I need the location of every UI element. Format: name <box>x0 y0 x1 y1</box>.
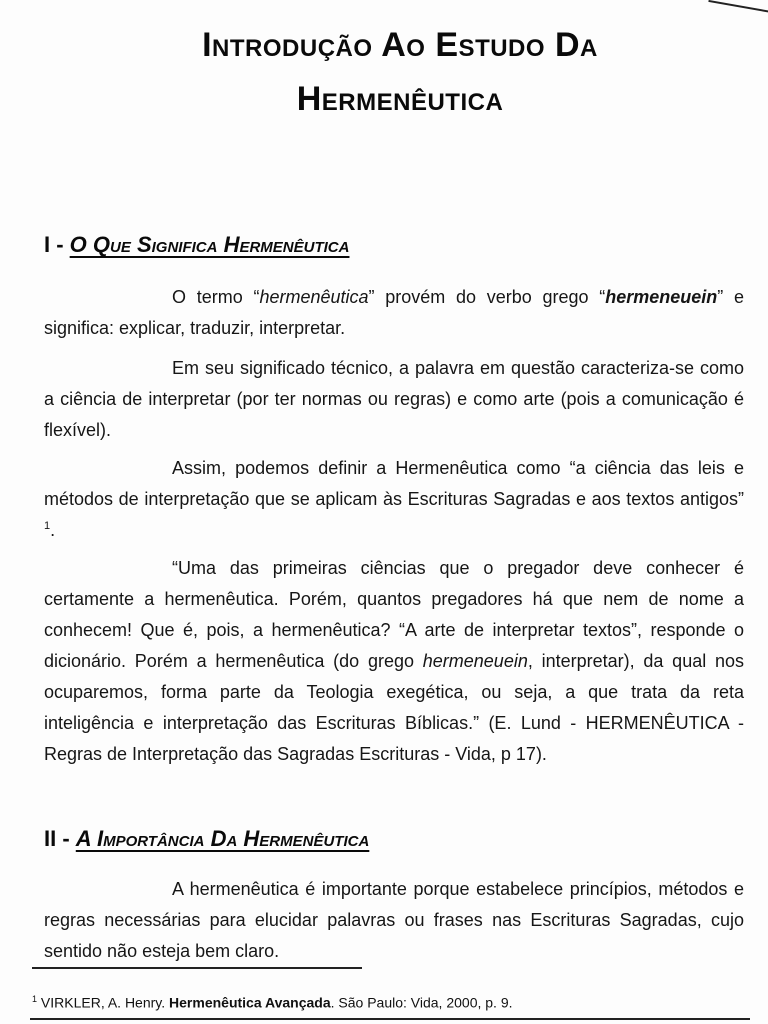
section-1-heading <box>44 232 349 258</box>
title-line-2: Hermenêutica <box>296 80 504 118</box>
section-2-number: II - <box>44 826 76 851</box>
section-2-paragraph-1: A hermenêutica é importante porque estabelece princípios, métodos e regras necessárias para elucidar palavras ou frases nas Escrituras Sagradas, cujo sentido não esteja bem claro. <box>44 879 744 961</box>
section-1-paragraph-4: “Uma das primeiras ciências que o pregador deve conhecer é certamente a hermenêutica. Porém, quantos pregadores há que nem de nome a conhecem! Que é, pois, a hermenêutica? “A arte de interpretar textos”, responde o dicionário. Porém a hermenêutica (do grego hermeneuein, interpretar), da qual nos ocuparemos, forma parte da Teologia exegética, ou seja, a que trata da reta inteligência e interpretação das Escrituras Bíblicas.” (E. Lund - HERMENÊUTICA - Regras de Interpretação das Sagradas Escrituras - Vida, p 17). <box>44 558 744 764</box>
section-1-paragraph-3: Assim, podemos definir a Hermenêutica como “a ciência das leis e métodos de interpretação que se aplicam às Escrituras Sagradas e aos textos antigos” $^1$. <box>44 458 744 540</box>
section-2-title: A Importância Da Hermenêutica <box>75 826 370 851</box>
page-title <box>60 18 740 126</box>
footnote-separator <box>32 967 362 969</box>
section-1-number: I - <box>44 232 70 257</box>
section-1-title: O Que Significa Hermenêutica <box>69 232 350 257</box>
corner-mark <box>708 0 768 14</box>
footnote: $^1$ VIRKLER, A. Henry. Hermenêutica Avançada. São Paulo: Vida, 2000, p. 9. <box>32 994 513 1011</box>
section-2-heading <box>44 826 369 852</box>
page-bottom-line <box>30 1018 750 1020</box>
footnote-marker: 1 <box>32 994 38 1004</box>
footnote-ref: 1 <box>44 520 51 532</box>
section-1-paragraph-2: Em seu significado técnico, a palavra em questão caracteriza-se como a ciência de interpretar (por ter normas ou regras) e como arte (pois a comunicação é flexível). <box>44 358 744 440</box>
section-1-paragraph-1: O termo “hermenêutica” provém do verbo grego “hermeneuein” e significa: explicar, traduzir, interpretar. <box>44 287 744 338</box>
footnote-book-title: Hermenêutica Avançada <box>169 994 331 1011</box>
title-line-1: Introdução Ao Estudo Da <box>202 26 598 64</box>
